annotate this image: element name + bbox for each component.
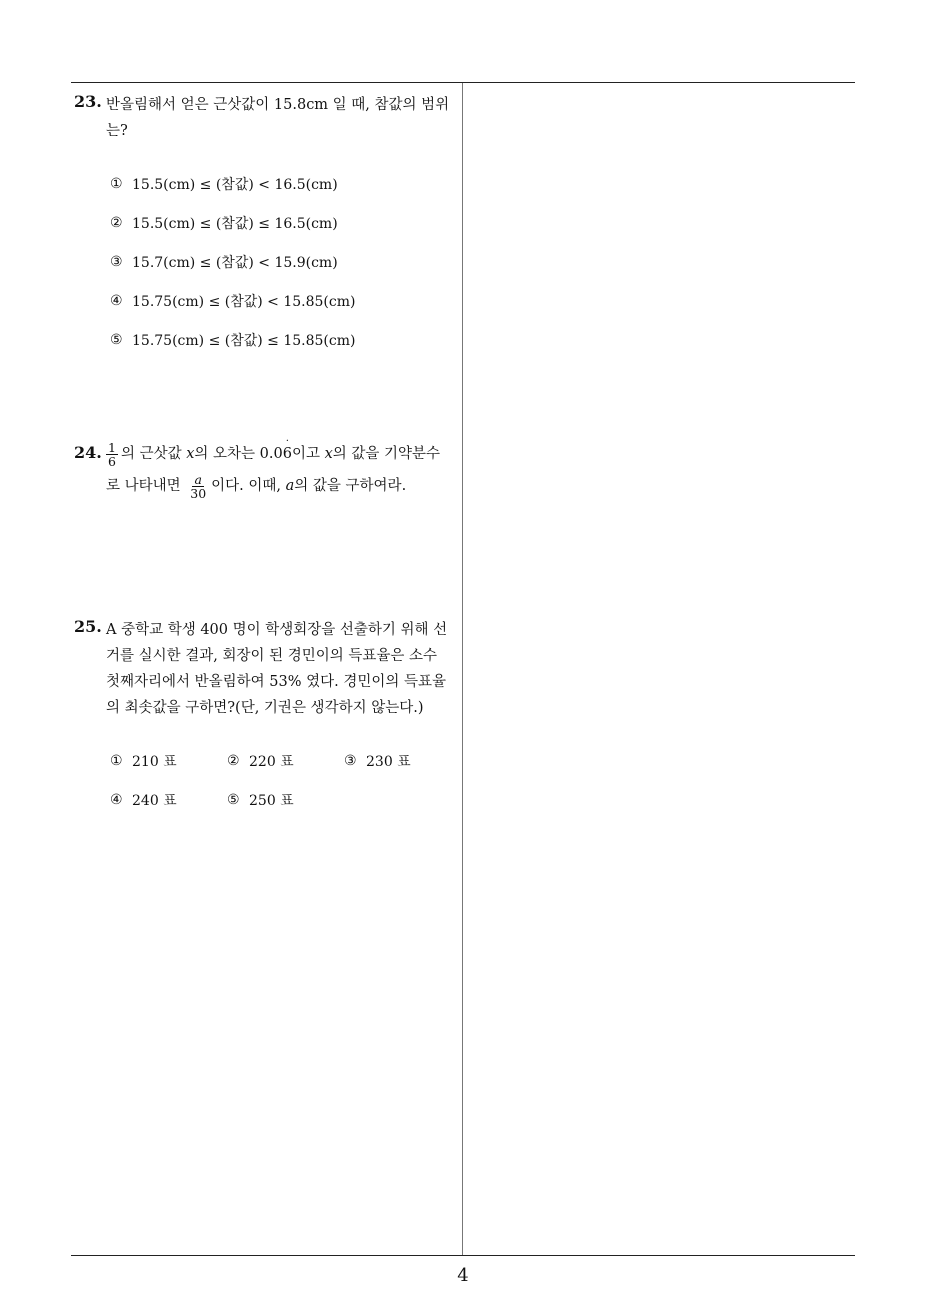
option-mark: ③ [110, 253, 123, 270]
fraction-numerator: a [194, 471, 202, 487]
column-divider [462, 83, 463, 1255]
math-variable: a [285, 478, 295, 494]
fraction-denominator: 6 [108, 453, 116, 469]
answer-option-2[interactable] [110, 203, 459, 242]
option-mark: ⑤ [110, 331, 123, 348]
text-run: 의 값을 기약분수 [332, 446, 441, 462]
page-number: 4 [457, 1265, 469, 1286]
fraction [188, 473, 208, 500]
option-text: 15.5(cm) ≤ (참값) < 16.5(cm) [132, 176, 338, 193]
option-mark: ④ [110, 292, 123, 309]
answer-option-4[interactable] [110, 780, 227, 819]
bottom-rule [71, 1255, 855, 1256]
option-mark: ③ [344, 752, 357, 769]
answer-option-1[interactable] [110, 164, 459, 203]
question-23 [74, 92, 459, 359]
top-rule [71, 82, 855, 83]
question-line: 첫째자리에서 반올림하여 53% 였다. 경민이의 득표율 [106, 674, 447, 690]
fraction-denominator: 30 [190, 485, 207, 501]
question-text [106, 92, 459, 144]
option-mark: ① [110, 175, 123, 192]
option-text: 15.5(cm) ≤ (참값) ≤ 16.5(cm) [132, 215, 338, 232]
option-mark: ① [110, 752, 123, 769]
question-number: 23. [74, 92, 102, 111]
option-mark: ② [227, 752, 240, 769]
option-text: 250 표 [249, 792, 294, 809]
math-variable: x [324, 446, 333, 462]
answer-options [110, 164, 459, 359]
text-run: 의 오차는 0.0 [194, 446, 283, 462]
text-run: 이고 [291, 446, 320, 462]
option-text: 15.75(cm) ≤ (참값) < 15.85(cm) [132, 293, 356, 310]
fraction [106, 441, 118, 468]
question-25 [74, 617, 459, 819]
answer-option-3[interactable] [344, 741, 461, 780]
option-text: 220 표 [249, 753, 294, 770]
fraction-numerator: 1 [108, 439, 116, 455]
answer-option-3[interactable] [110, 242, 459, 281]
answer-option-4[interactable] [110, 281, 459, 320]
answer-option-1[interactable] [110, 741, 227, 780]
option-text: 15.75(cm) ≤ (참값) ≤ 15.85(cm) [132, 332, 356, 349]
question-line [106, 438, 459, 470]
option-mark: ② [110, 214, 123, 231]
text-run: 의 값을 구하여라. [294, 478, 407, 494]
question-number: 24. [74, 443, 102, 462]
option-text: 230 표 [366, 753, 411, 770]
question-line: 는? [106, 123, 128, 139]
answer-option-5[interactable] [227, 780, 344, 819]
option-text: 240 표 [132, 792, 177, 809]
question-line [106, 470, 459, 502]
question-line: 반올림해서 얻은 근삿값이 15.8cm 일 때, 참값의 범위 [106, 97, 450, 113]
option-text: 210 표 [132, 753, 177, 770]
option-mark: ⑤ [227, 791, 240, 808]
math-variable: x [186, 446, 195, 462]
question-text [106, 438, 459, 502]
question-line: 의 최솟값을 구하면?(단, 기권은 생각하지 않는다.) [106, 700, 424, 716]
repeating-decimal-digit: ˙ 6 [283, 438, 292, 470]
answer-options [110, 741, 459, 819]
text-run: 로 나타내면 [106, 478, 181, 494]
option-mark: ④ [110, 791, 123, 808]
text-run: 이다. 이때, [211, 478, 282, 494]
question-number: 25. [74, 617, 102, 636]
question-text [106, 617, 459, 721]
question-line: 거를 실시한 결과, 회장이 된 경민이의 득표율은 소수 [106, 648, 438, 664]
option-text: 15.7(cm) ≤ (참값) < 15.9(cm) [132, 254, 338, 271]
answer-option-2[interactable] [227, 741, 344, 780]
question-24 [74, 438, 459, 502]
answer-option-5[interactable] [110, 320, 459, 359]
text-run: 의 근삿값 [120, 446, 182, 462]
question-line: A 중학교 학생 400 명이 학생회장을 선출하기 위해 선 [106, 622, 448, 638]
